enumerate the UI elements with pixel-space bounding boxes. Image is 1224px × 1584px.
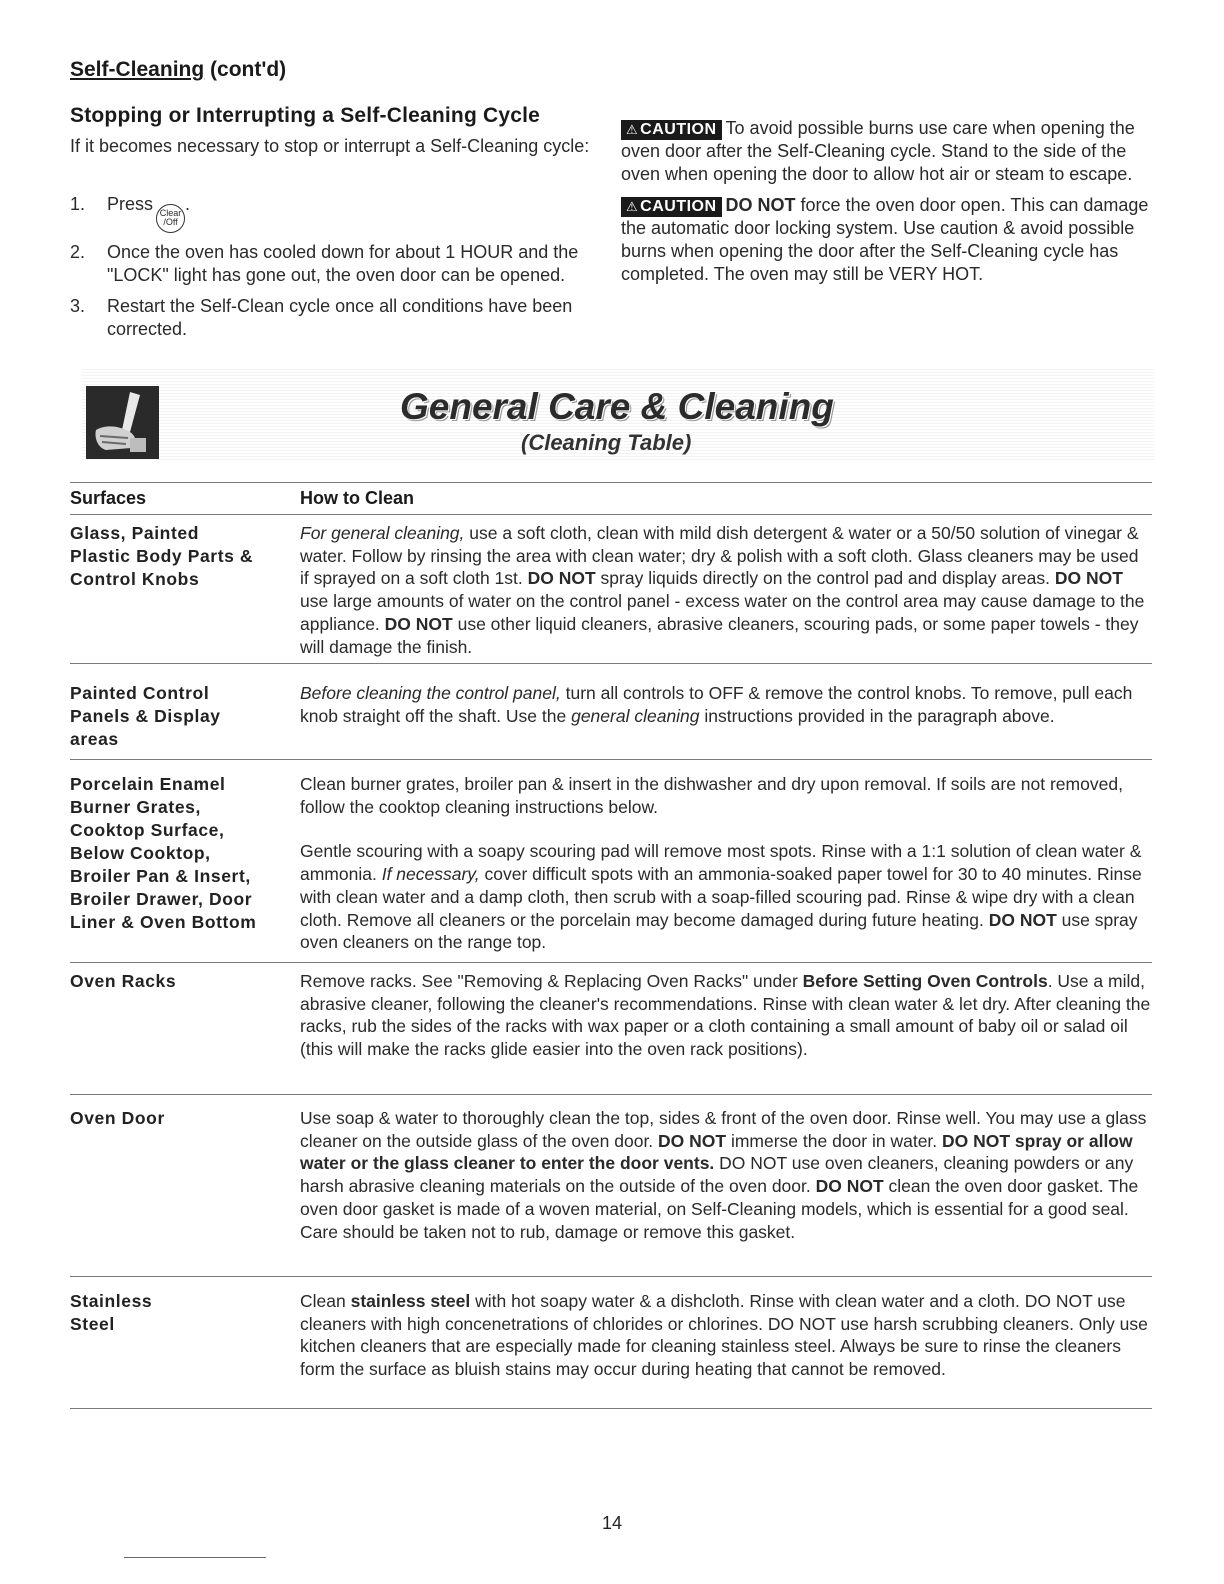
col-how-header: How to Clean	[300, 488, 415, 508]
surface-line: Oven Door	[70, 1108, 165, 1128]
footer-line	[124, 1557, 266, 1558]
how-paragraph: For general cleaning, use a soft cloth, clean with mild dish detergent & water or a 50/50 solution of vinegar & water. Follow by rinsing the area with clean water; dry & polish with a soft cloth. Glass cleaners may be used if sprayed on a soft cloth 1st. DO NOT spray liquids directly on the control pad and display areas. DO NOT use large amounts of water on the control panel - excess water on the control area may cause damage to the appliance. DO NOT use other liquid cleaners, abrasive cleaners, scouring pads, or some paper towels - they will damage the finish.	[300, 523, 1145, 657]
how-paragraph: Gentle scouring with a soapy scouring pad will remove most spots. Rinse with a 1:1 solution of clean water & ammonia. If necessary, cover difficult spots with an ammonia-soaked paper towel for 30 to 40 minutes. Rinse with clean water and a damp cloth, then scrub with a soap-filled scouring pad. Rinse & wipe dry with a clean cloth. Remove all cleaners or the porcelain may become damaged during future heating. DO NOT use spray oven cleaners on the range top.	[300, 841, 1142, 953]
surface-line: Porcelain Enamel	[70, 774, 226, 794]
how-to-clean-cell	[300, 773, 1152, 954]
how-to-clean-cell	[300, 522, 1152, 658]
how-to-clean-cell	[300, 970, 1152, 1061]
surface-line: Stainless	[70, 1291, 153, 1311]
cleaning-hand-icon	[86, 386, 159, 459]
surface-line: Cooktop Surface,	[70, 820, 225, 840]
stopping-steps	[70, 193, 590, 349]
how-paragraph: Use soap & water to thoroughly clean the top, sides & front of the oven door. Rinse well. You may use a glass cleaner on the outside glass of the oven door. DO NOT immerse the door in water. DO NOT spray or allow water or the glass cleaner to enter the door vents. DO NOT use oven cleaners, cleaning powders or any harsh abrasive cleaning materials on the outside of the oven door. DO NOT clean the oven door gasket. The oven door gasket is made of a woven material, on Self-Cleaning models, which is essential for a good seal. Care should be taken not to rub, damage or remove this gasket.	[300, 1108, 1147, 1242]
surface-line: areas	[70, 729, 119, 749]
clear-off-key-icon: Clear /Off	[156, 204, 185, 233]
surface-line: Plastic Body Parts &	[70, 546, 254, 566]
stopping-heading: Stopping or Interrupting a Self-Cleaning Cycle	[70, 104, 541, 127]
section-title: Self-Cleaning (cont'd)	[70, 58, 287, 81]
caution-badge: ⚠ CAUTION	[621, 120, 722, 140]
banner-title: General Care & Cleaning	[400, 386, 834, 427]
surface-cell	[70, 1290, 285, 1336]
step-item: 2. Once the oven has cooled down for about 1 HOUR and the "LOCK" light has gone out, the oven door can be opened.	[70, 241, 579, 285]
caution-note: ⚠ CAUTION DO NOT force the oven door open. This can damage the automatic door locking system. Use caution & avoid possible burns when opening the door after the Self-Cleaning cycle has completed. The oven may still be VERY HOT.	[621, 195, 1149, 284]
warning-triangle-icon: ⚠	[626, 199, 639, 214]
how-to-clean-cell	[300, 1107, 1152, 1243]
warning-triangle-icon: ⚠	[626, 122, 639, 137]
how-paragraph: Before cleaning the control panel, turn all controls to OFF & remove the control knobs. To remove, pull each knob straight off the shaft. Use the general cleaning instructions provided in the paragraph above.	[300, 683, 1133, 726]
surface-line: Steel	[70, 1314, 115, 1334]
surface-cell	[70, 773, 285, 934]
table-top-rule	[70, 482, 1152, 483]
step-item: 3. Restart the Self-Clean cycle once all conditions have been corrected.	[70, 295, 573, 339]
surface-cell	[70, 522, 285, 591]
surface-cell	[70, 970, 285, 993]
surface-line: Control Knobs	[70, 569, 200, 589]
surface-cell	[70, 1107, 285, 1130]
table-header-rule	[70, 514, 1152, 515]
surface-line: Below Cooktop,	[70, 843, 211, 863]
col-surfaces-header: Surfaces	[70, 488, 147, 508]
surface-line: Broiler Pan & Insert,	[70, 866, 251, 886]
page-number: 14	[601, 1513, 623, 1533]
surface-line: Broiler Drawer, Door	[70, 889, 253, 909]
stopping-intro: If it becomes necessary to stop or interrupt a Self-Cleaning cycle:	[70, 136, 590, 156]
banner-subtitle: (Cleaning Table)	[521, 430, 692, 455]
how-to-clean-cell	[300, 1290, 1152, 1381]
surface-line: Glass, Painted	[70, 523, 200, 543]
surface-line: Liner & Oven Bottom	[70, 912, 257, 932]
step-item: 1. Press Clear /Off .	[70, 193, 590, 233]
how-paragraph: Clean stainless steel with hot soapy water & a dishcloth. Rinse with clean water and a cloth. DO NOT use cleaners with high concenetrations of chlorides or chlorines. DO NOT use harsh scrubbing cleaners. Only use kitchen cleaners that are especially made for cleaning stainless steel. Always be sure to rinse the cleaners form the surface as bluish stains may occur during heating that cannot be removed.	[300, 1291, 1148, 1380]
how-to-clean-cell	[300, 682, 1152, 727]
caution-note: ⚠ CAUTION To avoid possible burns use care when opening the oven door after the Self-Cleaning cycle. Stand to the side of the oven when opening the door to allow hot air or steam to escape.	[621, 118, 1135, 184]
surface-line: Panels & Display	[70, 706, 221, 726]
surface-line: Oven Racks	[70, 971, 177, 991]
caution-badge: ⚠ CAUTION	[621, 197, 722, 217]
surface-line: Burner Grates,	[70, 797, 201, 817]
surface-cell	[70, 682, 285, 751]
how-paragraph: Clean burner grates, broiler pan & insert in the dishwasher and dry upon removal. If soils are not removed, follow the cooktop cleaning instructions below.	[300, 774, 1123, 817]
how-paragraph: Remove racks. See "Removing & Replacing Oven Racks" under Before Setting Oven Controls. Use a mild, abrasive cleaner, following the cleaner's recommendations. Rinse with clean water & let dry. After cleaning the racks, rub the sides of the racks with wax paper or a cloth containing a small amount of baby oil or salad oil (this will make the racks glide easier into the oven rack positions).	[300, 971, 1151, 1060]
caution-column	[621, 117, 1156, 294]
surface-line: Painted Control	[70, 683, 210, 703]
